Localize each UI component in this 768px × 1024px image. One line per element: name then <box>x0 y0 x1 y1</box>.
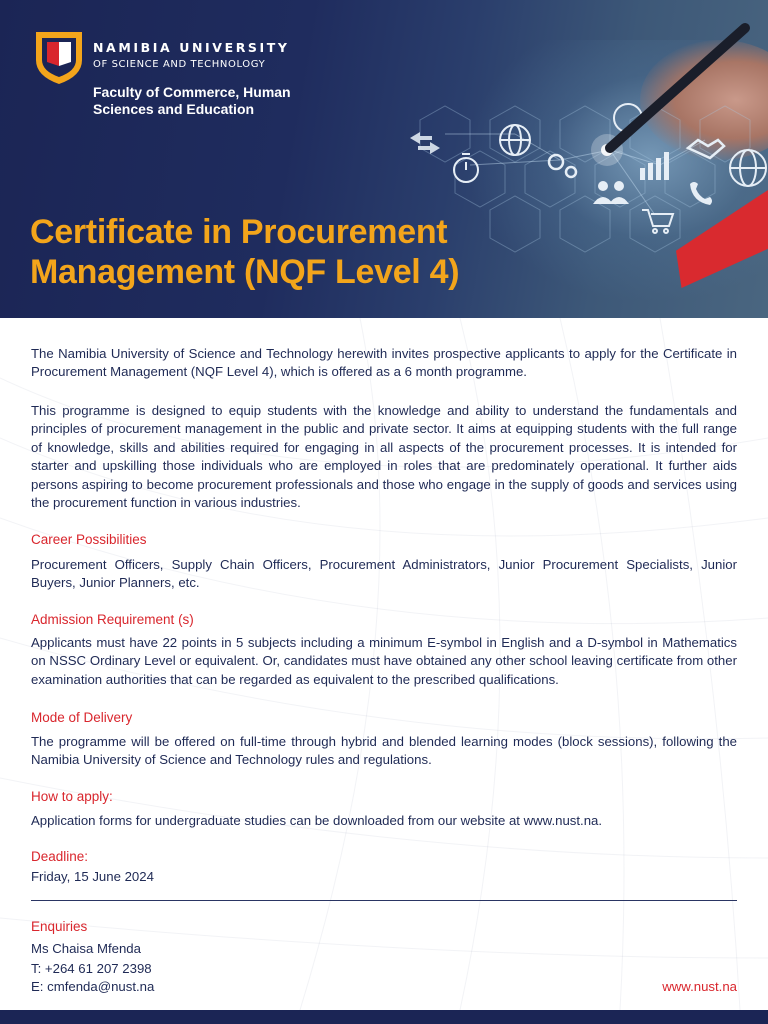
globe-large-icon <box>730 150 766 186</box>
contact-email[interactable]: E: cmfenda@nust.na <box>31 979 155 994</box>
delivery-heading: Mode of Delivery <box>31 710 133 725</box>
website-link[interactable]: www.nust.na <box>662 979 737 994</box>
footer-bar <box>0 1010 768 1024</box>
phone-icon <box>690 182 712 205</box>
deadline-heading: Deadline: <box>31 849 89 864</box>
admission-heading: Admission Requirement (s) <box>31 612 194 627</box>
delivery-text: The programme will be offered on full-time through hybrid and blended learning modes (block sessions), following the Namibia University of Science and Technology rules and regulations. <box>31 734 737 768</box>
header-banner <box>0 0 768 318</box>
page-title: Certificate in Procurement Management (NQF Level 4) <box>30 213 460 291</box>
career-heading: Career Possibilities <box>31 532 147 547</box>
nust-shield-logo-icon <box>30 28 88 86</box>
globe-icon <box>500 125 530 155</box>
apply-heading: How to apply: <box>31 789 113 804</box>
faculty-name: Faculty of Commerce, Human Sciences and Education <box>93 84 291 117</box>
deadline-date: Friday, 15 June 2024 <box>31 869 154 884</box>
section-divider <box>31 900 737 901</box>
enquiries-heading: Enquiries <box>31 919 88 934</box>
admission-text: Applicants must have 22 points in 5 subjects including a minimum E-symbol in English and a D-symbol in Mathematics on NSSC Ordinary Level or equivalent. Or, candidates must have obtained any other school leaving certificate from other examination authorities that can be regarded as equivalent to the prescribed qualifications. <box>31 635 737 687</box>
stylus-pen-image <box>610 28 745 148</box>
intro-paragraph: The Namibia University of Science and Technology herewith invites prospective applicants to apply for the Certificate in Procurement Management (NQF Level 4), which is offered as a 6 month programme. <box>31 346 737 380</box>
apply-text: Application forms for undergraduate studies can be downloaded from our website at www.nust.na. <box>31 813 603 828</box>
handshake-icon <box>688 140 724 158</box>
contact-phone[interactable]: T: +264 61 207 2398 <box>31 961 152 976</box>
description-paragraph: This programme is designed to equip students with the knowledge and ability to understand the fundamentals and principles of procurement management in the public and private sector. It aims at equipping students with the full range of knowledge, skills and abilities required for engaging in all aspects of the procurement processes. It is intended for starter and upskilling those individuals who are employed in roles that are predominately operational. It further aids persons aspiring to become procurement professionals and those who engage in the supply of goods and services using the procurement function in various industries. <box>31 403 737 511</box>
shopping-cart-icon <box>642 210 673 233</box>
stopwatch-icon <box>454 154 478 182</box>
contact-name: Ms Chaisa Mfenda <box>31 941 141 956</box>
university-subtitle: OF SCIENCE AND TECHNOLOGY <box>93 59 266 70</box>
career-text: Procurement Officers, Supply Chain Officers, Procurement Administrators, Junior Procurement Specialists, Junior Buyers, Junior Planners, etc. <box>31 557 737 591</box>
university-name: NAMIBIA UNIVERSITY <box>93 40 290 55</box>
team-users-icon <box>593 181 629 204</box>
gears-icon <box>549 155 576 177</box>
